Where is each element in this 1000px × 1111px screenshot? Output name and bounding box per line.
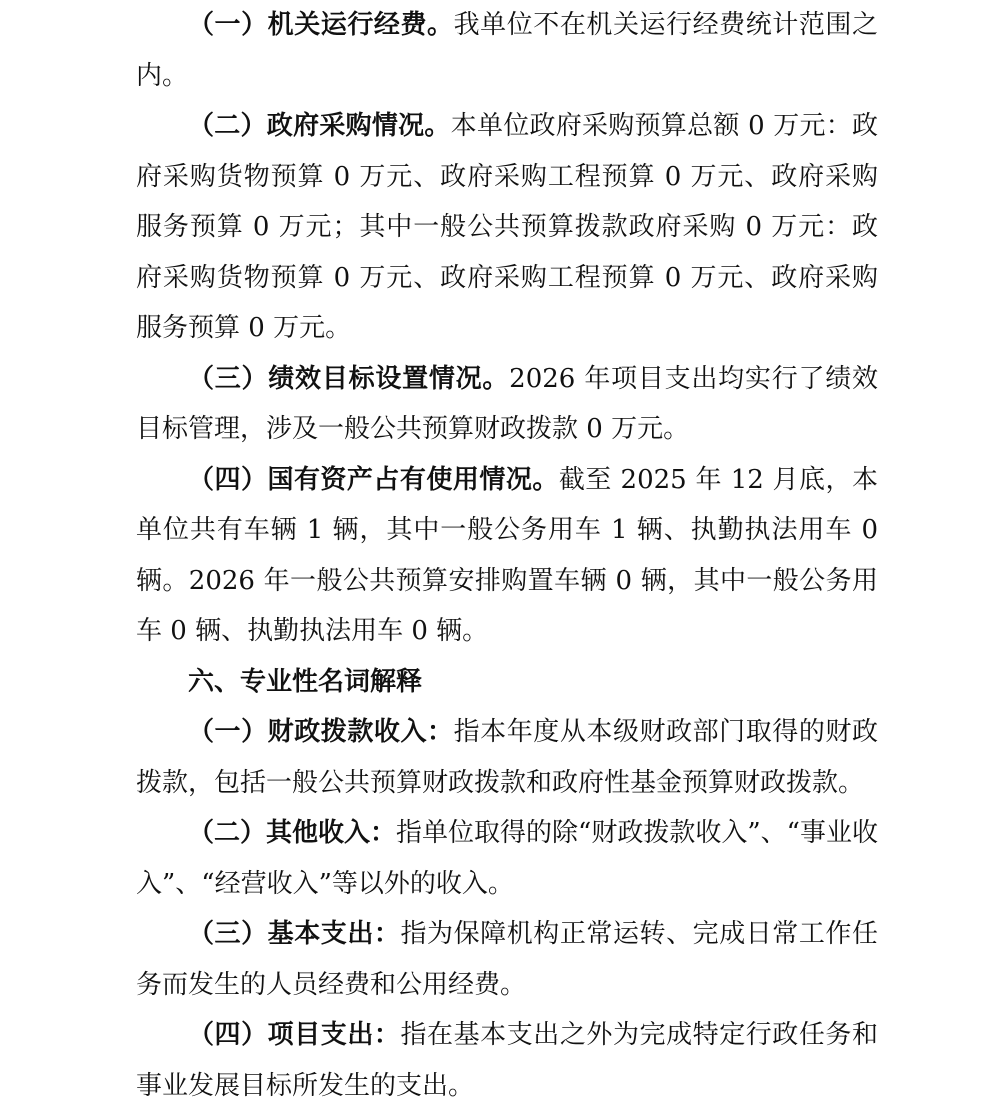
paragraph-text: 指在基本支出之外为完成特定行政任务和事业发展目标所发生的支出。 xyxy=(136,1020,878,1101)
paragraph-basic-expenditure xyxy=(136,909,878,1010)
paragraph-performance-goals xyxy=(136,354,878,455)
paragraph-text: 我单位不在机关运行经费统计范围之内。 xyxy=(136,10,878,91)
paragraph-lead: （一）机关运行经费。 xyxy=(188,10,454,40)
paragraph-government-procurement xyxy=(136,101,878,354)
paragraph-lead: （三）绩效目标设置情况。 xyxy=(188,363,510,394)
paragraph-text: 本单位政府采购预算总额 0 万元：政府采购货物预算 0 万元、政府采购工程预算 0 万元、政府采购服务预算 0 万元；其中一般公共预算拨款政府采购 0 万元：政府采购货物预算 0 万元、政府采购工程预算 0 万元、政府采购服务预算 0 万元。 xyxy=(136,111,878,343)
document-page xyxy=(136,0,878,1111)
paragraph-admin-operating-costs xyxy=(136,0,878,101)
paragraph-text: 截至 2025 年 12 月底，本单位共有车辆 1 辆，其中一般公务用车 1 辆、执勤执法用车 0 辆。2026 年一般公共预算安排购置车辆 0 辆，其中一般公务用车 0 辆、执勤执法用车 0 辆。 xyxy=(136,464,878,646)
paragraph-state-assets xyxy=(136,455,878,657)
paragraph-lead: （一）财政拨款收入： xyxy=(188,717,454,747)
paragraph-lead: （二）其他收入： xyxy=(188,818,397,848)
paragraph-text: 指本年度从本级财政部门取得的财政拨款，包括一般公共预算财政拨款和政府性基金预算财政拨款。 xyxy=(136,717,878,798)
paragraph-project-expenditure xyxy=(136,1010,878,1111)
paragraph-text: 指为保障机构正常运转、完成日常工作任务而发生的人员经费和公用经费。 xyxy=(136,919,878,1000)
paragraph-lead: （四）项目支出： xyxy=(188,1020,401,1050)
paragraph-other-income xyxy=(136,808,878,909)
paragraph-fiscal-appropriation-income xyxy=(136,707,878,808)
paragraph-text: 2026 年项目支出均实行了绩效目标管理，涉及一般公共预算财政拨款 0 万元。 xyxy=(136,363,878,444)
section-heading: 六、专业性名词解释 xyxy=(188,666,423,697)
paragraph-lead: （四）国有资产占有使用情况。 xyxy=(188,464,559,495)
paragraph-lead: （三）基本支出： xyxy=(188,919,401,949)
paragraph-text: 指单位取得的除“财政拨款收入”、“事业收入”、“经营收入”等以外的收入。 xyxy=(136,818,878,899)
paragraph-lead: （二）政府采购情况。 xyxy=(188,111,451,141)
